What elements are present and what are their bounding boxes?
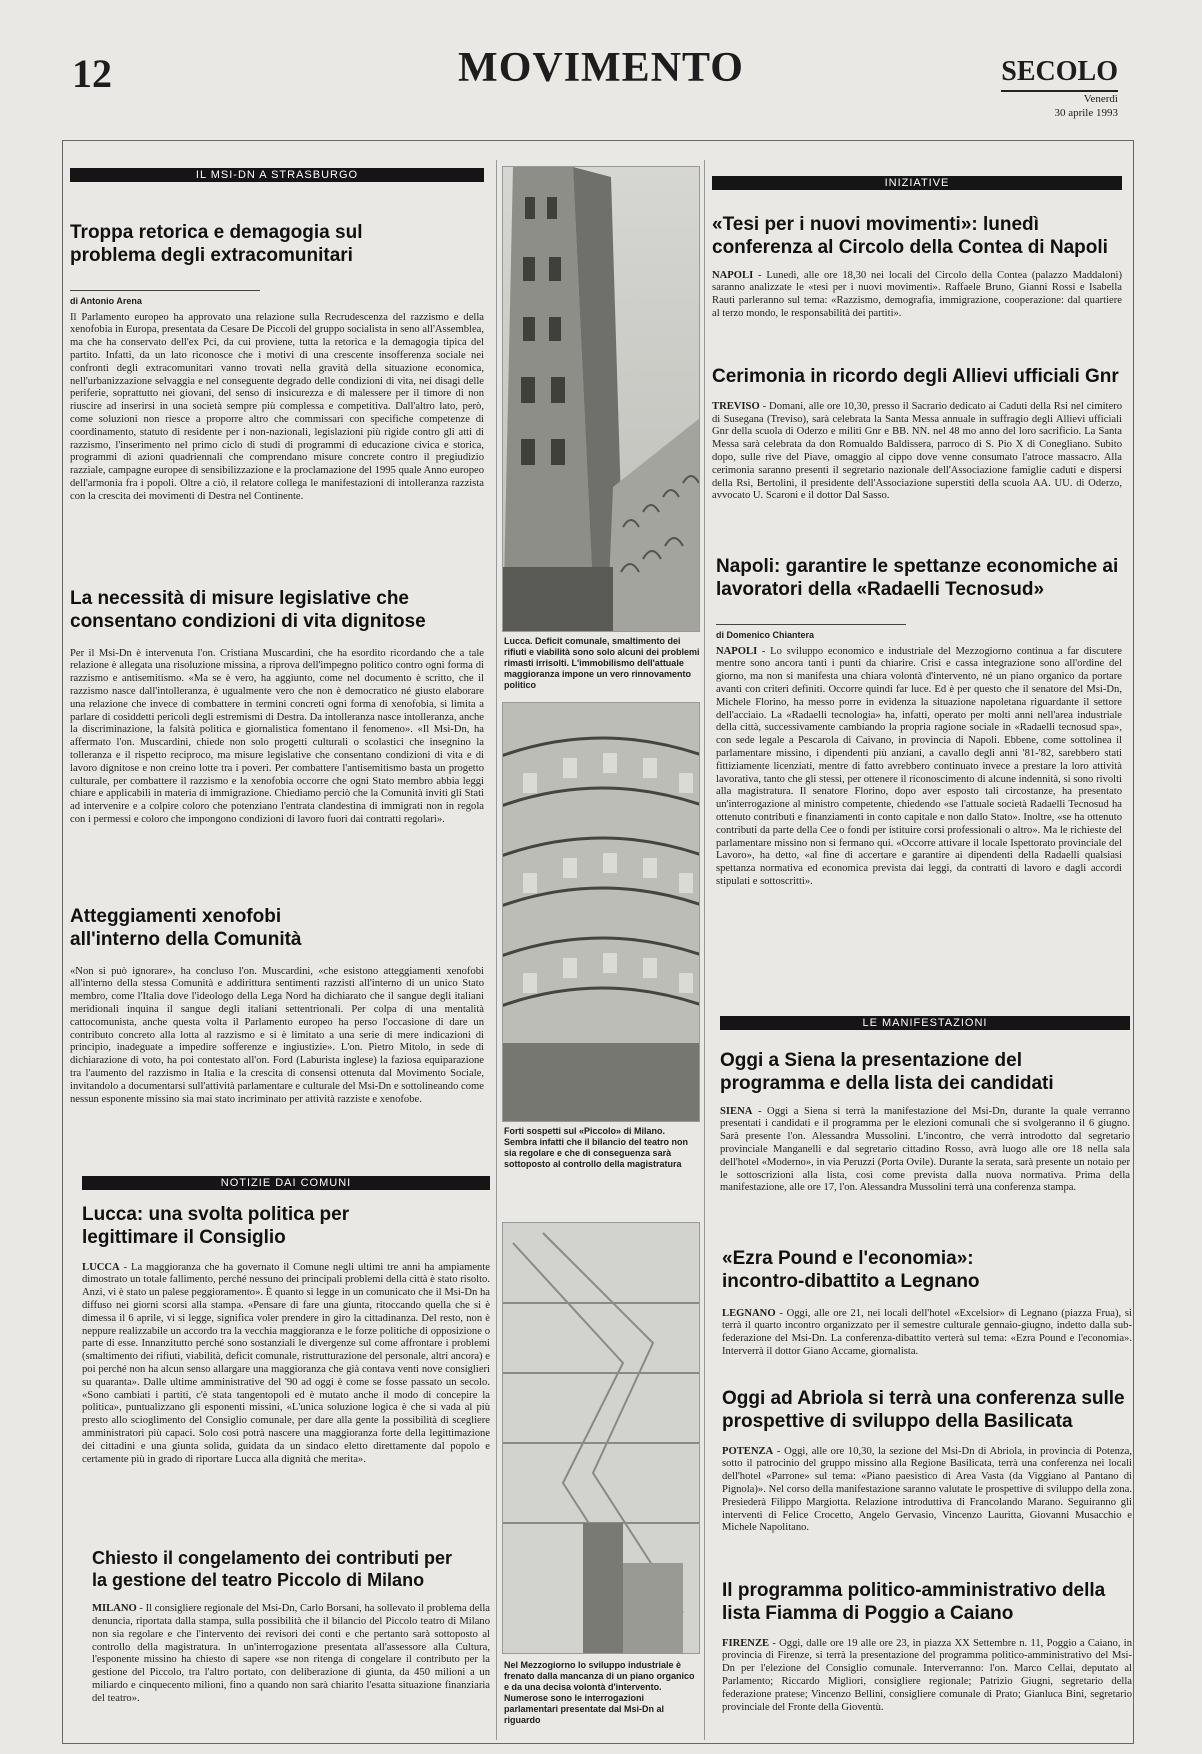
article-headline: La necessità di misure legislative che consentano condizioni di vita dignitose <box>70 588 426 632</box>
theatre-interior-image <box>503 703 700 1122</box>
dateline: LEGNANO <box>722 1307 776 1319</box>
photo-lucca-tower <box>502 166 700 632</box>
article-headline: Oggi a Siena la presentazione del programma e della lista dei candidati <box>720 1050 1054 1094</box>
dateline: SIENA <box>720 1105 753 1117</box>
newspaper-logo: SECOLO <box>1001 56 1118 92</box>
article-headline: Il programma politico-amministrativo della lista Fiamma di Poggio a Caiano <box>722 1580 1106 1624</box>
article-body: Il consigliere regionale del Msi-Dn, Carlo Borsani, ha sollevato il problema della denuncia, riportata dalla stampa, sulla possibilità che il bilancio del Piccolo teatro di Milano non sia regolare e che l'intervento dei revisori dei conti e che pertanto sarà sottoposto al controllo della magistratura. In un'interrogazione presentata all'assessore alla Cultura, l'esponente missino ha chiesto di sapere «se non ritenga di congelare il contributo per la gestione del Piccolo, tra l'altro portato, con deliberazione di giunta, da 450 milioni a un miliardo e cinquecento milioni, fino a quando non sarà chiarito l'esatta situazione finanziaria del teatro». <box>92 1603 490 1704</box>
photo-industrial <box>502 1222 700 1654</box>
article-byline: di Domenico Chiantera <box>716 629 815 640</box>
issue-day: Venerdì <box>1083 93 1118 105</box>
section-label: NOTIZIE DAI COMUNI <box>82 1176 490 1190</box>
section-label: INIZIATIVE <box>712 176 1122 190</box>
industrial-plant-image <box>503 1223 700 1654</box>
dateline: LUCCA <box>82 1261 120 1273</box>
section-title: MOVIMENTO <box>458 45 744 91</box>
dateline: FIRENZE <box>722 1637 770 1649</box>
article-body: Lunedì, alle ore 18,30 nei locali del Circolo della Contea (palazzo Maddaloni) saranno analizzate le «tesi per i nuovi movimenti». Raffaele Bruno, Gianni Rossi e Isabella Rauti parleranno sul tema: «Razzismo, demografia, immigrazione, cooperazione: dal quartiere al terzo mondo, le responsabilità dei partiti». <box>712 269 1122 319</box>
article-poggio-caiano: Il programma politico-amministrativo della lista Fiamma di Poggio a Caiano FIRENZE - Oggi, dalle ore 19 alle ore 23, in piazza XX Settembre n. 11, Poggio a Caiano, in provincia di Firenze, si terrà la presentazione del programma politico-amministrativo del Msi-Dn per l'elezione del Consiglio comunale. Interverranno: l'on. Marco Cellai, deputato al Parlamento; Riccardo Migliori, consigliere regionale; Patrizio Giugni, segretario della federazione pratese; Vincenzo Bellini, consigliere comunale di Prato; Gianluca Bini, segretario provinciale del Fronte della Gioventù. <box>722 1580 1132 1713</box>
section-label: LE MANIFESTAZIONI <box>720 1016 1130 1030</box>
article-headline: Napoli: garantire le spettanze economiche ai lavoratori della «Radaelli Tecnosud» <box>716 556 1119 600</box>
article-siena: LE MANIFESTAZIONI Oggi a Siena la presentazione del programma e della lista dei candidati SIENA - Oggi a Siena si terrà la manifestazione del Msi-Dn, durante la quale verranno presentati i candidati e il programma per le elezioni comunali che si svolgeranno il 6 giugno. Sarà presente l'on. Alessandra Mussolini. L'incontro, che verrà introdotto dal segretario provinciale Manganelli e dal segretario cittadino Rosso, avrà luogo alle ore 18 nella sala dell'hotel «Moderno», in via Peruzzi (Porta Ovile). Durante la serata, sarà presente un notaio per le sottoscrizioni alla lista, così come prevista dalla nuova normativa. Prima della manifestazione, alle ore 17, l'on. Alessandra Mussolini terrà una conferenza stampa. <box>720 1017 1130 1194</box>
photo-caption: Forti sospetti sul «Piccolo» di Milano. Sembra infatti che il bilancio del teatro non sia regolare e che di conseguenza sarà sottoposto al controllo della magistratura <box>504 1126 689 1169</box>
byline-rule <box>716 624 906 625</box>
article-atteggiamenti-xenofobi <box>70 906 484 1126</box>
article-lucca: NOTIZIE DAI COMUNI Lucca: una svolta politica per legittimare il Consiglio LUCCA - La maggioranza che ha governato il Comune negli ultimi tre anni ha ampiamente dimostrato un totale fallimento, perché nessuno dei principali problemi della città è stato risolto. Anzi, vi è stato un palese peggioramento». È quanto si legge in un comunicato che il Msi-Dn ha diffuso nei giorni scorsi alla stampa. «Pensare di fare una giunta, ritoccando quella che si è dimessa il 6 aprile, vi si legge, significa voler prendere in giro la cittadinanza. Del resto, non è neppure realizzabile un accordo tra la vecchia maggioranza e le forze politiche di opposizione o parte di esse. Innanzitutto perché sono sostanziali le divergenze sul come affrontare i problemi (smaltimento dei rifiuti, viabilità, deficit comunale, ristrutturazione del personale, altri ancora) e poi perché non ha alcun senso allargare una maggioranza che già contava venti nove consiglieri su quaranta». Dalle ultime amministrative del '90 ad oggi è come se fosse passato un secolo. «Sono cambiati i partiti, c'è stata tangentopoli ed è mutato anche il modo di concepire la politica», puntualizzano gli esponenti missini, «L'unica soluzione logica è che si vada al più presto allo scioglimento del Consiglio comunale, per dare alla gente la possibilità di scegliere amministratori più capaci. Solo così potrà nascere una maggioranza forte della legittimazione dei cittadini e una giunta solida, guidata da un sindaco eletto direttamente dal popolo e certamente più in grado di riportare Lucca alla dignità che merita». <box>82 1177 490 1465</box>
article-misure-legislative <box>70 588 484 868</box>
dateline: NAPOLI <box>712 269 754 281</box>
dateline: MILANO <box>92 1603 137 1615</box>
masthead <box>1001 56 1118 120</box>
article-headline: Chiesto il congelamento dei contributi per la gestione del teatro Piccolo di Milano <box>92 1548 453 1590</box>
article-headline: «Tesi per i nuovi movimenti»: lunedì conferenza al Circolo della Contea di Napoli <box>712 214 1108 258</box>
article-body: «Non si può ignorare», ha concluso l'on. Muscardini, «che esistono atteggiamenti xenofobi all'interno della stessa Comunità e addirittura sentimenti razzisti all'interno di un unico Stato membro, come l'Italia dove l'ideologo della Lega Nord ha dichiarato che il sangue degli italiani meridionali inquina il sangue degli italiani settentrionali. Per colpa di una mentalità cattocomunista, anche questa volta il Parlamento europeo ha perso l'occasione di dare un contributo concreto alla lotta al razzismo e si è limitato a una serie di mere indicazioni di principio, inadeguate a impedire sofferenze e ingiustizie». L'on. Pietro Mitolo, in sede di dichiarazione di voto, ha poi contestato all'on. Ford (Laburista inglese) la faziosa equiparazione tra l'aumento del razzismo in Italia e la crescita di consensi ottenuta dal Movimento Sociale, invitandolo a documentarsi sull'attività parlamentare e culturale del Msi-Dn e sottolineando come nessun esponente missino sia mai stato incriminato per attività razziste e xenofobe. <box>70 965 484 1105</box>
article-body: Per il Msi-Dn è intervenuta l'on. Cristiana Muscardini, che ha esordito ricordando che a tale relazione è allegata una risoluzione missina, a riprova dell'impegno politico contro ogni forma di razzismo e antisemitismo. «Ma se è vero, ha aggiunto, come nel documento è scritto, che il razzismo nasce dall'intolleranza, è ugualmente vero che non è democratico né giusto elaborare una relazione che invece di combattere in termini concreti ogni forma di xenofobia, si limita a parlare di cosiddetti pericoli degli estremismi di Destra. Da intolleranza nasce intolleranza, anche la discriminazione, la falsità politica e giornalistica fomentano il fenomeno». «Il Msi-Dn, ha affermato l'on. Muscardini, chiede non solo progetti culturali o scolastici che insegnino la tolleranza e il rispetto reciproco, ma misure legislative che consentano condizioni di vita e di lavoro dignitose e non creino lotte tra i poveri. Per combattere l'antisemitismo basta un progetto culturale, per combattere il razzismo e la xenofobia occorre che ogni Stato membro abbia leggi chiare e applicabili in materia di immigrazione. Chiediamo perciò che la Comunità inviti gli Stati ad intervenire e a colpire coloro che potenziano l'entrata clandestina di immigrati non in regola con i permessi e coloro che impongono condizioni di lavoro fuori dai contratti regolari». <box>70 647 484 825</box>
column-divider <box>496 160 497 1740</box>
article-body: Oggi a Siena si terrà la manifestazione del Msi-Dn, durante la quale verranno presentati i candidati e il programma per le elezioni comunali che si svolgeranno il 6 giugno. Sarà presente l'on. Alessandra Mussolini. L'incontro, che verrà introdotto dal segretario provinciale Manganelli e dal segretario cittadino Rosso, avrà luogo alle ore 18 nella sala dell'hotel «Moderno», in via Peruzzi (Porta Ovile). Durante la serata, sarà presente un notaio per le sottoscrizioni alla lista, così come prevista dalla nuova normativa. Prima della manifestazione, alle ore 17, l'on. Alessandra Mussolini terrà una conferenza stampa. <box>720 1105 1130 1194</box>
article-headline: Atteggiamenti xenofobi all'interno della Comunità <box>70 906 302 950</box>
article-extracomunitari <box>70 168 484 573</box>
article-body: Oggi, alle ore 21, nei locali dell'hotel «Excelsior» di Legnano (piazza Frua), si terrà il quarto incontro organizzato per il semestre culturale gennaio-giugno, indetto dalla sub-federazione del Msi-Dn. La conferenza-dibattito verterà sul tema: «Ezra Pound e l'economia». Interverrà il dottor Giano Accame, giornalista. <box>722 1307 1132 1357</box>
article-body: Oggi, alle ore 10,30, la sezione del Msi-Dn di Abriola, in provincia di Potenza, sotto il patrocinio del gruppo missino alla Regione Basilicata, terrà una conferenza nei locali dell'hotel «Parrone» sul tema: «Piano paesistico di Area Vasta (da Viggiano al Pantano di Pignola)». Nel corso della manifestazione saranno valutate le prospettive di sviluppo della zona. Presiederà Filippo Margiotta. Relazione introduttiva di Francolando Marano. Seguiranno gli interventi di Felice Crocetto, Angelo Gervasio, Vincenzo Lauritta, Giovanni Musacchio e Michele Napolitano. <box>722 1445 1132 1534</box>
article-body: Lo sviluppo economico e industriale del Mezzogiorno continua a far discutere mentre sono ancora tanti i punti da chiarire. Crisi e cassa integrazione sono all'ordine del giorno, ma non si manifesta una chiara volontà d'intervento, né un piano organico da portare avanti con criteri definiti. Occorre quindi far luce. Ed è per questo che il senatore del Msi-Dn, Michele Florino, ha messo porre in evidenza la situazione napoletana riguardante il settore dell'acciaio. La «Radaelli tecnologia» ha, infatti, operato per molti anni nell'area industriale della città, successivamente cambiando la propria ragione sociale in «Radaelli tecnosud spa», con sede legale a Pescarola di Caivano, in provincia di Napoli. Ebbene, come sottolinea il parlamentare missino, i dipendenti più anziani, a cavallo degli anni '81-'82, sarebbero stati fittiziamente licenziati, mentre di fatto avrebbero continuato invece a prestare la loro attività lavorativa, tanto che gli stessi, per ottenere il riconoscimento di alcune indennità, si sono rivolti alla magistratura. Il senatore Florino, dopo aver esposto tali circostanze, ha presentato un'interrogazione al ministro competente, chiedendo «se l'attuale società Radaelli Tecnosud ha ottenuto contributi e finanziamenti in conto capitale e non dallo Stato». Inoltre, «se ha ottenuto contributi da parte della Cee o fondi per istituire corsi professionali o altro». Ma le richieste del parlamentare missino non si fermano qui. «Occorre attivare il locale Ispettorato provinciale del Lavoro», ha detto, «al fine di accertare e garantire ai dipendenti della Radaelli qualsiasi spettanza normativa ed economica prevista dai leggi, da contratti di lavoro e dagli accordi stipulati e sottoscritti». <box>716 645 1122 887</box>
article-radaelli-tecnosud: Napoli: garantire le spettanze economiche ai lavoratori della «Radaelli Tecnosud» di Domenico Chiantera NAPOLI - Lo sviluppo economico e industriale del Mezzogiorno continua a far discutere mentre sono ancora tanti i punti da chiarire. Crisi e cassa integrazione sono all'ordine del giorno, ma non si manifesta una chiara volontà d'intervento, né un piano organico da portare avanti con criteri definiti. Occorre quindi far luce. Ed è per questo che il senatore del Msi-Dn, Michele Florino, ha messo porre in evidenza la situazione napoletana riguardante il settore dell'acciaio. La «Radaelli tecnologia» ha, infatti, operato per molti anni nell'area industriale della città, successivamente cambiando la propria ragione sociale in «Radaelli tecnosud spa», con sede legale a Pescarola di Caivano, in provincia di Napoli. Ebbene, come sottolinea il parlamentare missino, i dipendenti più anziani, a cavallo degli anni '81-'82, sarebbero stati fittiziamente licenziati, mentre di fatto avrebbero continuato invece a prestare la loro attività lavorativa, tanto che gli stessi, per ottenere il riconoscimento di alcune indennità, si sono rivolti alla magistratura. Il senatore Florino, dopo aver esposto tali circostanze, ha presentato un'interrogazione al ministro competente, chiedendo «se l'attuale società Radaelli Tecnosud ha ottenuto contributi e finanziamenti in conto capitale e non dallo Stato». Inoltre, «se ha ottenuto contributi da parte della Cee o fondi per istituire corsi professionali o altro». Ma le richieste del parlamentare missino non si fermano qui. «Occorre attivare il locale Ispettorato provinciale del Lavoro», ha detto, «al fine di accertare e garantire ai dipendenti della Radaelli qualsiasi spettanza normativa ed economica prevista dai leggi, da contratti di lavoro e dagli accordi stipulati e sottoscritti». <box>716 556 1122 887</box>
dateline: NAPOLI <box>716 645 758 657</box>
issue-date: 30 aprile 1993 <box>1054 107 1118 119</box>
column-divider <box>704 160 705 1740</box>
photo-caption: Lucca. Deficit comunale, smaltimento dei rifiuti e viabilità sono solo alcuni dei problemi rimasti irrisolti. L'immobilismo dell'attuale maggioranza impone un vero rinnovamento politico <box>504 636 700 690</box>
article-piccolo-milano: Chiesto il congelamento dei contributi per la gestione del teatro Piccolo di Milano MILANO - Il consigliere regionale del Msi-Dn, Carlo Borsani, ha sollevato il problema della denuncia, riportata dalla stampa, sulla possibilità che il bilancio del Piccolo teatro di Milano non sia regolare e che l'intervento dei revisori dei conti e che pertanto sarà sottoposto al controllo della magistratura. In un'interrogazione presentata all'assessore alla Cultura, l'esponente missino ha chiesto di sapere «se non ritenga di congelare il contributo per la gestione del Piccolo, tra l'altro portato, con deliberazione di giunta, da 450 milioni a un miliardo e cinquecento milioni, fino a quando non sarà chiarito l'esatta situazione finanziaria del teatro». <box>92 1548 490 1704</box>
dateline: POTENZA <box>722 1445 774 1457</box>
article-body: Il Parlamento europeo ha approvato una relazione sulla Recrudescenza del razzismo e della xenofobia in Europa, presentata da Cesare De Piccoli del gruppo socialista in seno all'Assemblea, ma che ha conservato dell'ex Pci, da cui proviene, tutta la retorica e la demagogia tipica del partito. Infatti, da un lato riconosce che i motivi di una crescente insofferenza sociale nei confronti degli extracomunitari vanno trovati nella gravità della situazione economica, nell'urbanizzazione selvaggia e nel conseguente degrado delle condizioni di vita, nei disagi delle periferie, soprattutto nei giovani, del senso di insicurezza e di malessere per il timore di non riuscire ad inserirsi in una società sempre più complessa e competitiva. Dall'altro lato, però, come soluzioni non riesce a proporre altro che commissari con specifiche competenze di coordinamento, statuto di residente per i non-nazionali, legislazioni più rigide contro gli atti di razzismo, l'inserimento nel primo ciclo di studi di programmi di educazione civica e storica, programmi di azioni quadriennali che comprendano misure concrete contro il pregiudizio razziale, campagne europee di sensibilizzazione e la proclamazione del 1995 quale Anno europeo dell'armonia fra i popoli. Oltre a ciò, il relatore collega le manifestazioni di intolleranza razzista con la crescita dei movimenti di Destra nel Continente. <box>70 311 484 502</box>
article-body: La maggioranza che ha governato il Comune negli ultimi tre anni ha ampiamente dimostrato un totale fallimento, perché nessuno dei principali problemi della città è stato risolto. Anzi, vi è stato un palese peggioramento». È quanto si legge in un comunicato che il Msi-Dn ha diffuso nei giorni scorsi alla stampa. «Pensare di fare una giunta, ritoccando quella che si è dimessa il 6 aprile, vi si legge, significa voler prendere in giro la cittadinanza. Del resto, non è neppure realizzabile un accordo tra la vecchia maggioranza e le forze politiche di opposizione o parte di esse. Innanzitutto perché sono sostanziali le divergenze sul come affrontare i problemi (smaltimento dei rifiuti, viabilità, deficit comunale, ristrutturazione del personale, altri ancora) e poi perché non ha alcun senso allargare una maggioranza che già contava venti nove consiglieri su quaranta». Dalle ultime amministrative del '90 ad oggi è come se fosse passato un secolo. «Sono cambiati i partiti, c'è stata tangentopoli ed è mutato anche il modo di concepire la politica», puntualizzano gli esponenti missini, «L'unica soluzione logica è che si vada al più presto allo scioglimento del Consiglio comunale, per dare alla gente la possibilità di scegliere amministratori più capaci. Solo così potrà nascere una maggioranza forte della legittimazione dei cittadini e una giunta solida, guidata da un sindaco eletto direttamente dal popolo e certamente più in grado di riportare Lucca alla dignità che merita». <box>82 1261 490 1465</box>
article-headline: Oggi ad Abriola si terrà una conferenza sulle prospettive di sviluppo della Basilicata <box>722 1388 1125 1432</box>
lucca-tower-image <box>503 167 700 632</box>
article-ezra-pound: «Ezra Pound e l'economia»: incontro-dibattito a Legnano LEGNANO - Oggi, alle ore 21, nei locali dell'hotel «Excelsior» di Legnano (piazza Frua), si terrà il quarto incontro organizzato per il semestre culturale gennaio-giugno, indetto dalla sub-federazione del Msi-Dn. La conferenza-dibattito verterà sul tema: «Ezra Pound e l'economia». Interverrà il dottor Giano Accame, giornalista. <box>722 1248 1132 1357</box>
article-body: Oggi, dalle ore 19 alle ore 23, in piazza XX Settembre n. 11, Poggio a Caiano, in provincia di Firenze, si terrà la presentazione del programma politico-amministrativo del Msi-Dn per l'elezione del Consiglio comunale. Interverranno: l'on. Marco Cellai, deputato al Parlamento; Riccardo Migliori, consigliere regionale; Patrizio Giugni, segretario della federazione pratese; Vincenzo Bellini, consigliere comunale di Prato; Gianluca Bini, segretario provinciale del Fronte della Gioventù. <box>722 1637 1132 1713</box>
article-tesi-movimenti: INIZIATIVE «Tesi per i nuovi movimenti»: lunedì conferenza al Circolo della Contea di Napoli NAPOLI - Lunedì, alle ore 18,30 nei locali del Circolo della Contea (palazzo Maddaloni) saranno analizzate le «tesi per i nuovi movimenti». Raffaele Bruno, Gianni Rossi e Isabella Rauti parleranno sul tema: «Razzismo, demografia, immigrazione, cooperazione: dal quartiere al terzo mondo, le responsabilità dei partiti». <box>712 177 1122 319</box>
article-byline: di Antonio Arena <box>70 295 142 306</box>
article-headline: «Ezra Pound e l'economia»: incontro-dibattito a Legnano <box>722 1248 980 1292</box>
section-label: IL MSI-DN A STRASBURGO <box>70 168 484 182</box>
article-headline: Troppa retorica e demagogia sul problema degli extracomunitari <box>70 222 363 266</box>
article-cerimonia-gnr: Cerimonia in ricordo degli Allievi ufficiali Gnr TREVISO - Domani, alle ore 10,30, presso il Sacrario dedicato ai Caduti della Rsi nel cimitero di Susegana (Treviso), sarà celebrata la Santa Messa annuale in suffragio degli Allievi ufficiali Gnr della scuola di Oderzo e militi Gnr e BB. NN. nel 48 mo anno del loro sacrificio. La Santa Messa sarà celebrata da don Romualdo Baldissera, parroco di S. Pio X di Conegliano. Subito dopo, sulle rive del Piave, omaggio al cippo dove venne consumato l'atroce massacro. Alla cerimonia saranno presenti il segretario nazionale dell'Associazione famiglie caduti e dispersi della Rsi, Bertolini, il presidente dell'Associazione superstiti della scuola AA. UU. di Oderzo, avvocato U. Scaroni e il dottor Dal Sasso. <box>712 366 1122 502</box>
article-headline: Cerimonia in ricordo degli Allievi ufficiali Gnr <box>712 366 1119 387</box>
photo-caption: Nel Mezzogiorno lo sviluppo industriale è frenato dalla mancanza di un piano organico e da una decisa volontà d'intervento. Numerose sono le interrogazioni parlamentari presentate dal Msi-Dn al riguardo <box>504 1660 695 1725</box>
article-headline: Lucca: una svolta politica per legittimare il Consiglio <box>82 1204 350 1248</box>
article-body: Domani, alle ore 10,30, presso il Sacrario dedicato ai Caduti della Rsi nel cimitero di Susegana (Treviso), sarà celebrata la Santa Messa annuale in suffragio degli Allievi ufficiali Gnr della scuola di Oderzo e militi Gnr e BB. NN. nel 48 mo anno del loro sacrificio. La Santa Messa sarà celebrata da don Romualdo Baldissera, parroco di S. Pio X di Conegliano. Subito dopo, sulle rive del Piave, omaggio al cippo dove venne consumato l'atroce massacro. Alla cerimonia saranno presenti il segretario nazionale dell'Associazione famiglie caduti e dispersi della Rsi, Bertolini, il presidente dell'Associazione superstiti della scuola AA. UU. di Oderzo, avvocato U. Scaroni e il dottor Dal Sasso. <box>712 400 1122 502</box>
byline-rule <box>70 290 260 291</box>
article-abriola: Oggi ad Abriola si terrà una conferenza sulle prospettive di sviluppo della Basilicata POTENZA - Oggi, alle ore 10,30, la sezione del Msi-Dn di Abriola, in provincia di Potenza, sotto il patrocinio del gruppo missino alla Regione Basilicata, terrà una conferenza nei locali dell'hotel «Parrone» sul tema: «Piano paesistico di Area Vasta (da Viggiano al Pantano di Pignola)». Nel corso della manifestazione saranno valutate le prospettive di sviluppo della zona. Presiederà Filippo Margiotta. Relazione introduttiva di Francolando Marano. Seguiranno gli interventi di Felice Crocetto, Angelo Gervasio, Vincenzo Lauritta, Giovanni Musacchio e Michele Napolitano. <box>722 1388 1132 1534</box>
page-number: 12 <box>72 51 112 96</box>
dateline: TREVISO <box>712 400 760 412</box>
photo-piccolo-teatro <box>502 702 700 1122</box>
